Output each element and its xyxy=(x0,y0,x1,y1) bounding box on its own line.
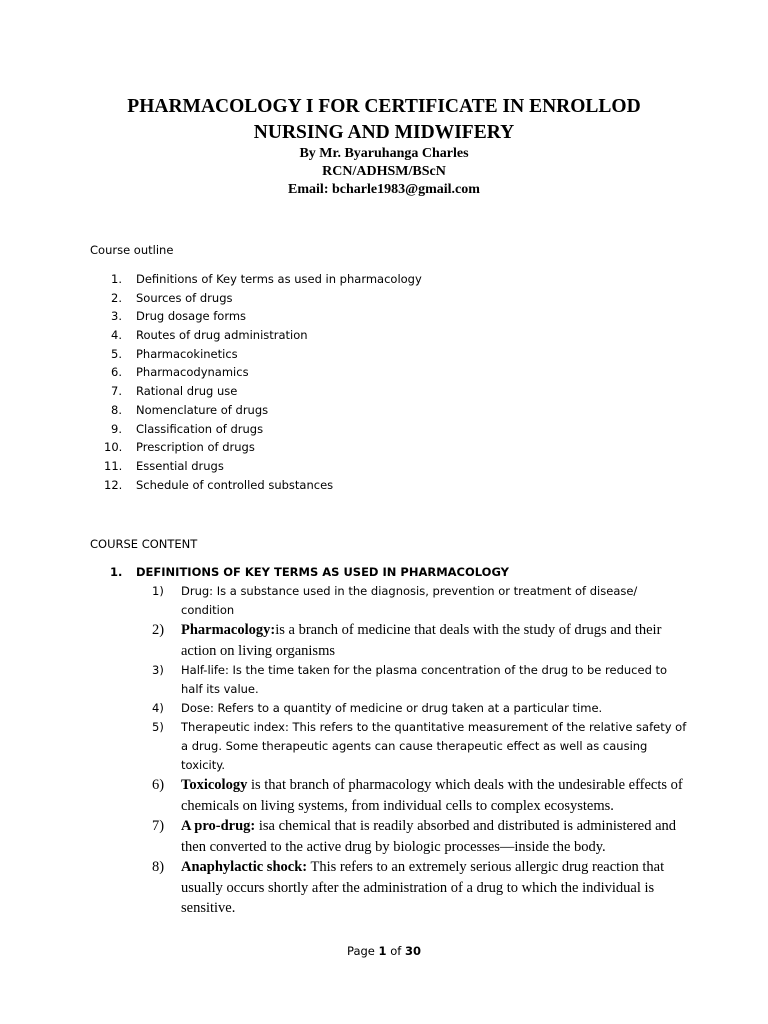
total-page-count: 30 xyxy=(404,944,421,958)
list-item: 2. Sources of drugs xyxy=(111,290,233,305)
list-item: 3. Drug dosage forms xyxy=(111,309,247,324)
definition-term: A pro-drug: xyxy=(181,818,256,834)
list-item: 7. Rational drug use xyxy=(111,384,238,399)
definition-term: Pharmacology: xyxy=(181,622,276,638)
current-page-number: 1 xyxy=(378,944,387,958)
course-content-heading: COURSE CONTENT xyxy=(90,537,198,551)
definition-item: 2) Pharmacology:is a branch of medicine that deals with the study of drugs and their action on living organisms xyxy=(152,622,662,659)
list-item: 10. Prescription of drugs xyxy=(104,440,255,455)
document-title xyxy=(60,94,708,146)
list-item: 12. Schedule of controlled substances xyxy=(104,477,334,492)
definition-term: Toxicology xyxy=(181,777,248,793)
list-item: 1. Definitions of Key terms as used in pharmacology xyxy=(111,272,422,286)
definition-item: 5) Therapeutic index: This refers to the quantitative measurement of the relative safety of a drug. Some therapeutic agents can cause therapeutic effect as well as causing toxicity. xyxy=(152,720,687,772)
author-block xyxy=(100,145,668,199)
definition-item: 7) A pro-drug: isa chemical that is readily absorbed and distributed is administered and then converted to the active drug by biologic processes—inside the body. xyxy=(152,818,677,855)
author-name: By Mr. Byaruhanga Charles xyxy=(299,146,469,161)
definitions-list xyxy=(152,582,692,919)
page-footer: Page 1 of 30 xyxy=(347,944,421,958)
definition-item: 1) Drug: Is a substance used in the diagnosis, prevention or treatment of disease/ condition xyxy=(152,584,638,617)
title-line-1: PHARMACOLOGY I FOR CERTIFICATE IN ENROLLOD xyxy=(127,96,641,117)
list-item: 9. Classification of drugs xyxy=(111,421,264,436)
definition-item: 6) Toxicology is that branch of pharmacology which deals with the undesirable effects of chemicals on living systems, from individual cells to complex ecosystems. xyxy=(152,777,683,814)
definition-term: Anaphylactic shock: xyxy=(181,859,308,875)
author-credentials: RCN/ADHSM/BScN xyxy=(322,164,446,179)
list-item: 11. Essential drugs xyxy=(104,458,224,473)
list-item: 6. Pharmacodynamics xyxy=(111,365,249,380)
list-item: 5. Pharmacokinetics xyxy=(111,346,238,361)
list-item: 8. Nomenclature of drugs xyxy=(111,402,269,417)
list-item: 4. Routes of drug administration xyxy=(111,328,308,343)
definition-item: 3) Half-life: Is the time taken for the plasma concentration of the drug to be reduced to half its value. xyxy=(152,663,668,696)
course-outline-heading: Course outline xyxy=(90,243,174,257)
author-email: Email: bcharle1983@gmail.com xyxy=(288,182,480,197)
title-line-2: NURSING AND MIDWIFERY xyxy=(253,122,515,143)
definition-item: 8) Anaphylactic shock: This refers to an extremely serious allergic drug reaction that usually occurs shortly after the administration of a drug to which the individual is sensitive. xyxy=(152,859,665,916)
course-outline-list xyxy=(90,270,690,494)
definition-item: 4) Dose: Refers to a quantity of medicine or drug taken at a particular time. xyxy=(152,701,603,715)
section-heading: 1. DEFINITIONS OF KEY TERMS AS USED IN PHARMACOLOGY xyxy=(110,565,509,579)
